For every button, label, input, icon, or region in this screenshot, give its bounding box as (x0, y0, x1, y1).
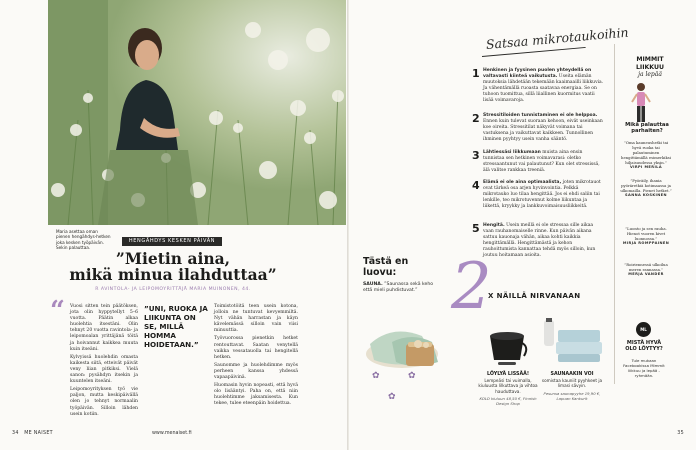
tip-body: joten mikrotauot ovat tärkeä osa arjen hyvinvointia. Pelkkä mikrotauko luo tilaa hengittää. Jos ei ehdi saliin tai lenkille, teo mikrotuvennut kolme liikuntaa ja liikettä, kryykky ja lankkuvoimaisuusliikkeitä. (483, 180, 601, 209)
sidebar-cta-title: MISTÄ HYVÄ OLO LÖYTYY? (625, 340, 663, 353)
answer-text: ”Roiriennessä ulkoilua meren rannassa.” (624, 262, 668, 272)
pull-quote: ”UNI, RUOKA JA LIIKUNTA ON SE, MILLÄ HOMMA HOIDETAAN.” (144, 304, 208, 349)
photo-caption: Maria asettaa oman pienen hengähdys-hetken joka kesken työpäivän. Sekin palauttaa. (56, 229, 111, 251)
tip-lead: Hengitä. (483, 223, 505, 228)
tip-lead: Lähtiessäsi liikkumaan (483, 150, 541, 155)
sidebar-question: Mikä palauttaa parhaiten? (625, 122, 669, 135)
woman-figure-icon (631, 82, 651, 126)
product-price: KOLO kiuluun 48,50 €, Finnish Design Shop (479, 395, 537, 406)
discovery-box (363, 256, 435, 294)
answer-text: ”Pyöräily, ihania pyöräretkiä kotimaassa ja ulkomailla. Pienet hetket.” (620, 178, 672, 193)
tip-number: 3 (472, 149, 480, 162)
folio-right: 35 (677, 431, 684, 436)
discovery-title: Tästä en luovu: (363, 256, 409, 278)
product-title: SAUNAAKIN VOI (550, 372, 594, 377)
meadow-illustration (48, 0, 346, 225)
tip-text (483, 68, 604, 103)
headline-line-2: mikä minua ilahduttaa” (69, 264, 277, 284)
tip-body: Usein meillä ei ole stressaa sille aikaa vaan rauhanomaiselle rinne. Kun päivän aikana sattuu kauonaja vähän, aikaa kohti kaikkia hengittämällä. Hengittämästä ja kehon rauhoittumista kannattaa tehdä myös silloin, kun joutuu hoitamaan asioita. (483, 223, 596, 258)
tip-number: 1 (472, 67, 480, 80)
page-number: 34 (12, 431, 19, 436)
discovery-label: SAUNA. (363, 282, 383, 287)
tip-number: 4 (472, 179, 480, 192)
article-byline: R AVINTOLA- JA LEIPOMOYRITTÄJÄ MARIA MUINONEN, 44. (95, 287, 251, 292)
tip-number: 2 (472, 112, 480, 125)
discovery-quote: ”Saunassa sekä keho että mieli puhdistuvat.” (363, 282, 434, 293)
headline-line-1: ”Mietin aina, (115, 249, 231, 268)
flower-icon: ✿ (388, 392, 396, 402)
tip-text (483, 150, 604, 174)
tip-text (483, 180, 604, 210)
discovery-text (363, 282, 435, 294)
sidebar-answer (620, 140, 672, 170)
answer-name: MERJA VANDER (628, 272, 664, 276)
paragraph: Vuosi sitten tein päätöksen, jota olin hyppytellyt 5–6 vuotta. Päätin alkaa huolehtia itsestäni. Olin tehnyt 20 vuotta ravintola- ja leipomoalan yrittäjänä töitä ja hoivannut kaikkea muuta kuin itseäni. (70, 304, 138, 352)
product-caption (476, 372, 540, 406)
answer-text: ”Luonto ja sen rauha. Hienot vuoren kivet luonnossa.” (625, 226, 667, 241)
sidebar-answer (620, 262, 672, 277)
flower-icon: ✿ (408, 371, 416, 381)
sauna-bucket-image (484, 322, 530, 370)
answer-name: VIRPI MERILÄ (629, 165, 663, 169)
answer-name: SANNA KOSKINEN (625, 193, 667, 197)
flower-icon: ✿ (372, 371, 380, 381)
sauna-towels-image (540, 316, 604, 366)
product-caption (540, 372, 604, 401)
answer-name: MIRJA ROMPPAINEN (622, 241, 670, 245)
paragraph: Toimistotöitä teen usein kotona, jolloin ne tuntuvat kevyemmiltä. Nyt vähän harrastan ja käyn kävelemässä silloin vain viisi minuuttia. (214, 304, 298, 334)
tip-body: muista aina ensin tunnistaa sen hetkinen voimavarasi: oletko stressaantunut vai palautunut? Kun olet stressissä, älä valitse rankkaa treeniä. (483, 150, 600, 173)
product-desc: Lempeäsi tai vuimalla, kiuluusta lilkuttava ja vihtoa hauduttava. (478, 378, 538, 394)
tip-lead: Henkinen ja fyysinen puolen yhteydellä on valtavasti kiinteä vaikutusta. (483, 68, 592, 79)
tip-lead: Elämä ei ole aina optimaalista, (483, 180, 562, 185)
answer-text: ”Oma kauneushetki tai hyvä ruoka tai palautuminen hengittämällä esimerkiksi hiljaisuudessa yksin.” (621, 140, 671, 165)
tip-lead: Stressitiloiden tunnistaminen ei ole helppoa. (483, 113, 598, 118)
sidebar-answer (620, 178, 672, 198)
article-kicker: HENGÄHDYS KESKEN PÄIVÄN (122, 237, 222, 246)
tip-text (483, 223, 604, 258)
product-title: LÖYLYÄ LISSÄÄ! (486, 372, 530, 377)
product-desc: somistaa kauniit pyyhkeet ja limasi sävyin. (541, 378, 603, 389)
number-label: X NÄILLÄ NIRVANAAN (488, 292, 581, 300)
folio-left (12, 431, 53, 436)
sidebar-heading: MIMMIT LIIKKUU (635, 56, 665, 71)
sidebar-cta-text[interactable]: Tule mukaan Facebookissa Mimmit liikkuu ja lepää -ryhmään. (623, 358, 665, 378)
body-column-2 (214, 304, 298, 410)
big-number: 2 (451, 250, 492, 324)
mimmit-logo-icon: ML (636, 322, 651, 337)
paragraph: Huomasin hyvin nopeasti, että hyvä olo lisääntyi. Paha on, että niin huolehtimme jaksamisesta. Kun tekee, tulee eteenpäin hoidettua. (214, 383, 298, 407)
magazine-name: ME NAISET (24, 431, 53, 436)
folio-url[interactable]: www.menaiset.fi (152, 431, 192, 436)
spine (347, 0, 349, 450)
tip-number: 5 (472, 222, 480, 235)
tip-text (483, 113, 604, 143)
sidebar-answer (620, 226, 672, 246)
paragraph: Työvuorossa pienetkin hetket rentouttavat. Saatan venytellä vaikka vessatauolla tai hengitellä hetken. (214, 336, 298, 360)
paragraph: Saunomme ja huolehdimme myös perheen kanssa yhdessä vapaapäivinä. (214, 362, 298, 381)
towels-sauna-image (362, 314, 458, 374)
tip-body: Ennen kuin tulevat suoraan kehoon, eivät useinkaan koe oireita. Stressitilat näkyvät voimana tai vastuksena ja vaikuttavat kaikkeen. Tunnollinen ihminen pyyhtyy usein vanha sääntö. (483, 118, 603, 142)
sidebar-divider (614, 44, 615, 384)
sidebar-subheading: ja lepää (638, 71, 662, 78)
paragraph: Leipomoyrityksen työ vie paljon, mutta keskipäivällä olen jo tehnyt normaalin työpäivän. Silloin lähden usein kotiin. (70, 387, 138, 417)
meadow-photo (48, 0, 346, 225)
paragraph: Kylvyissä huolehdin omasta kaikesta siitä, etteivät päivät veny liian pitkiksi. Vielä sanon: pysähdyn itsekin ja kuuntelen itseäni. (70, 354, 138, 385)
product-price: Pesunsa saunapyyhe 19,90 €, Lapuan Kankurit (543, 390, 601, 401)
body-column-1 (70, 304, 138, 420)
tips-title: Satsaa mikrotaukoihin (485, 24, 630, 52)
tip-body: Useita elämän muutoksia lähdetään tekemään kaaimaailli liikkuvia. Ja vähentämällä ruoasta saatavaa energiaa. Se on tuhoon tuomittua, sillä liiallinen kuormitus vaatii lisää voimavaroja. (483, 73, 604, 103)
quote-mark-icon: “ (50, 296, 65, 326)
article-headline (60, 251, 286, 282)
